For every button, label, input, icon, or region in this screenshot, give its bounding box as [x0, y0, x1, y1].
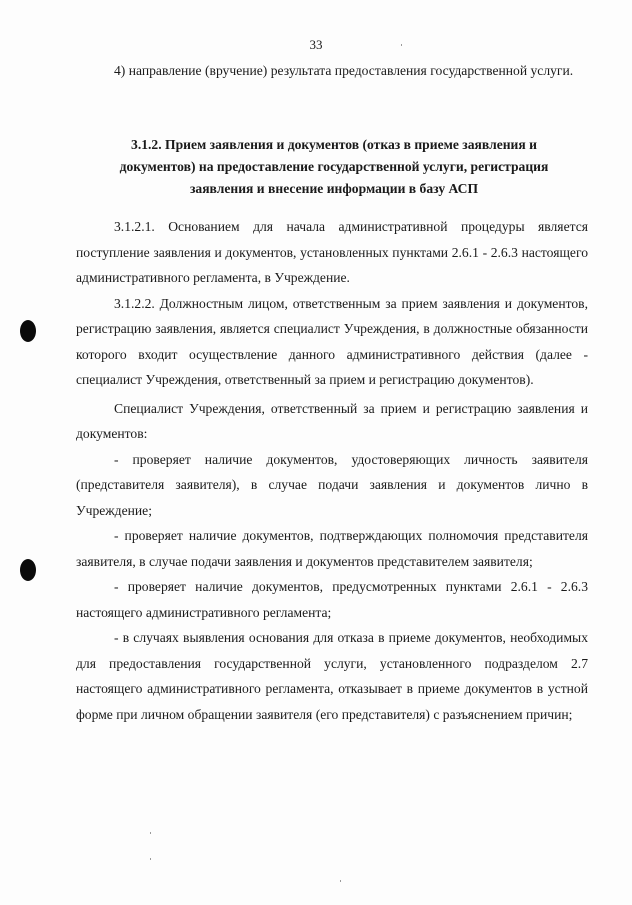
paragraph-3-1-2-1: 3.1.2.1. Основанием для начала административной процедуры является поступление заявления и документов, установленных пунктами 2.6.1 - 2.6.3 настоящего административного регламента, в Учреждение.: [76, 219, 588, 285]
paragraph-3-1-2-2: 3.1.2.2. Должностным лицом, ответственным за прием заявления и документов, регистрацию заявления, является специалист Учреждения, в должностные обязанности которого входит осуществление данного административного действия (далее - специалист Учреждения, ответственный за прием и регистрацию документов).: [76, 295, 588, 387]
section-heading-block: [96, 134, 572, 200]
scan-speck: [150, 858, 151, 860]
list-item-documents: - проверяет наличие документов, предусмотренных пунктами 2.6.1 - 2.6.3 настоящего административного регламента;: [76, 579, 588, 620]
scan-speck: [150, 832, 151, 834]
list-item-refusal: - в случаях выявления основания для отказа в приеме документов, необходимых для предоставления государственной услуги, установленного подразделом 2.7 настоящего административного регламента, отказывает в приеме документов в устной форме при личном обращении заявителя (его представителя) с разъяснением причин;: [76, 630, 588, 722]
intro-paragraph: 4) направление (вручение) результата предоставления государственной услуги.: [114, 63, 574, 78]
punch-hole-lower: [20, 559, 36, 581]
scan-speck: [340, 880, 341, 882]
list-item-identity: - проверяет наличие документов, удостоверяющих личность заявителя (представителя заявителя), в случае подачи заявления и документов лично в Учреждение;: [76, 451, 588, 518]
section-heading: 3.1.2. Прием заявления и документов (отказ в приеме заявления и документов) на предоставление государственной услуги, регистрация заявления и внесение информации в базу АСП: [119, 137, 549, 196]
punch-hole-upper: [20, 320, 36, 342]
intro-block: [76, 58, 588, 84]
list-item-authority: - проверяет наличие документов, подтверждающих полномочия представителя заявителя, в случае подачи заявления и документов представителем заявителя;: [76, 528, 588, 569]
paragraph-specialist: Специалист Учреждения, ответственный за прием и регистрацию заявления и документов:: [76, 400, 588, 441]
scan-speck: [401, 44, 402, 46]
main-text: [76, 214, 588, 727]
page-number: 33: [309, 37, 323, 52]
